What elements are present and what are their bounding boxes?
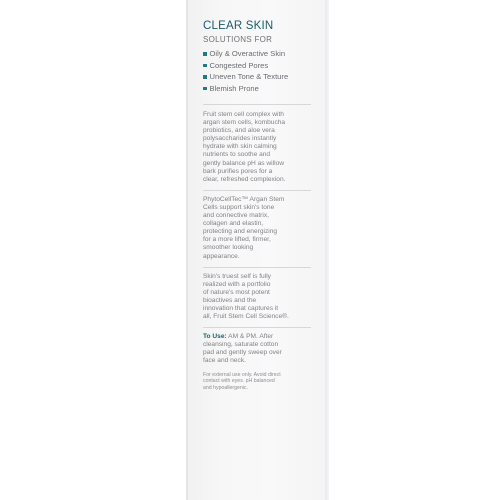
benefit-item bbox=[203, 48, 321, 60]
divider bbox=[203, 267, 311, 268]
text-line: For external use only. Avoid direct bbox=[203, 371, 281, 378]
text-line: hydrate with skin calming bbox=[203, 143, 277, 151]
text-line: face and neck. bbox=[203, 357, 246, 365]
text-line: argan stem cells, kombucha bbox=[203, 119, 286, 127]
text-line: and hypoallergenic. bbox=[203, 384, 248, 391]
text-line: and connective matrix, bbox=[203, 212, 269, 220]
benefit-item bbox=[203, 83, 321, 95]
stem-cell-paragraph bbox=[203, 196, 321, 261]
square-bullet-icon bbox=[203, 87, 207, 91]
benefit-item bbox=[203, 60, 321, 72]
science-paragraph bbox=[203, 273, 321, 322]
description-paragraph bbox=[203, 111, 321, 184]
text-line: clear, refreshed complexion. bbox=[203, 175, 286, 183]
text-line: collagen and elastin, bbox=[203, 220, 264, 228]
text-line: realized with a portfolio bbox=[203, 280, 271, 288]
product-name: CLEAR SKIN bbox=[203, 20, 274, 32]
text-line: nutrients to soothe and bbox=[203, 151, 271, 159]
text-line: appearance. bbox=[203, 252, 240, 260]
text-line: gently balance pH as willow bbox=[203, 159, 284, 167]
panel-text bbox=[203, 20, 321, 391]
square-bullet-icon bbox=[203, 64, 207, 68]
text-line: PhytoCellTec™ Argan Stem bbox=[203, 195, 285, 203]
text-line: bark purifies pores for a bbox=[203, 167, 273, 175]
text-line: protecting and energizing bbox=[203, 228, 278, 236]
benefit-label: Congested Pores bbox=[209, 60, 269, 70]
box-edge-right bbox=[325, 0, 329, 500]
text-line: Fruit stem cell complex with bbox=[203, 111, 284, 118]
text-line: of nature's most potent bbox=[203, 288, 270, 296]
square-bullet-icon bbox=[203, 52, 207, 56]
text-line: polysaccharides instantly bbox=[203, 135, 277, 143]
text-line: all, Fruit Stem Cell Science®. bbox=[203, 313, 289, 321]
divider bbox=[203, 190, 311, 191]
text-line: Skin's truest self is fully bbox=[203, 272, 271, 280]
benefit-label: Uneven Tone & Texture bbox=[209, 72, 289, 81]
text-line: probiotics, and aloe vera bbox=[203, 127, 275, 135]
divider bbox=[203, 104, 311, 105]
benefit-label: Blemish Prone bbox=[209, 83, 259, 93]
text-line: cleansing, saturate cotton bbox=[203, 341, 279, 349]
text-line: AM & PM. After bbox=[226, 333, 274, 341]
benefit-item bbox=[203, 71, 321, 83]
benefits-list bbox=[203, 48, 321, 94]
text-line: contact with eyes. pH balanced bbox=[203, 378, 275, 385]
directions-label: To Use: bbox=[203, 333, 227, 341]
benefit-label: Oily & Overactive Skin bbox=[209, 49, 286, 58]
divider bbox=[203, 327, 311, 328]
directions bbox=[203, 333, 321, 365]
text-line: bioactives and the bbox=[203, 296, 257, 304]
text-line: innovation that captures it bbox=[203, 304, 279, 312]
text-line: Cells support skin's tone bbox=[203, 203, 275, 211]
square-bullet-icon bbox=[203, 75, 207, 79]
solutions-heading: SOLUTIONS FOR bbox=[203, 35, 273, 44]
fine-print bbox=[203, 372, 321, 392]
text-line: pad and gently sweep over bbox=[203, 349, 282, 357]
text-line: for a more lifted, firmer, bbox=[203, 236, 271, 244]
text-line: smoother looking bbox=[203, 244, 254, 252]
